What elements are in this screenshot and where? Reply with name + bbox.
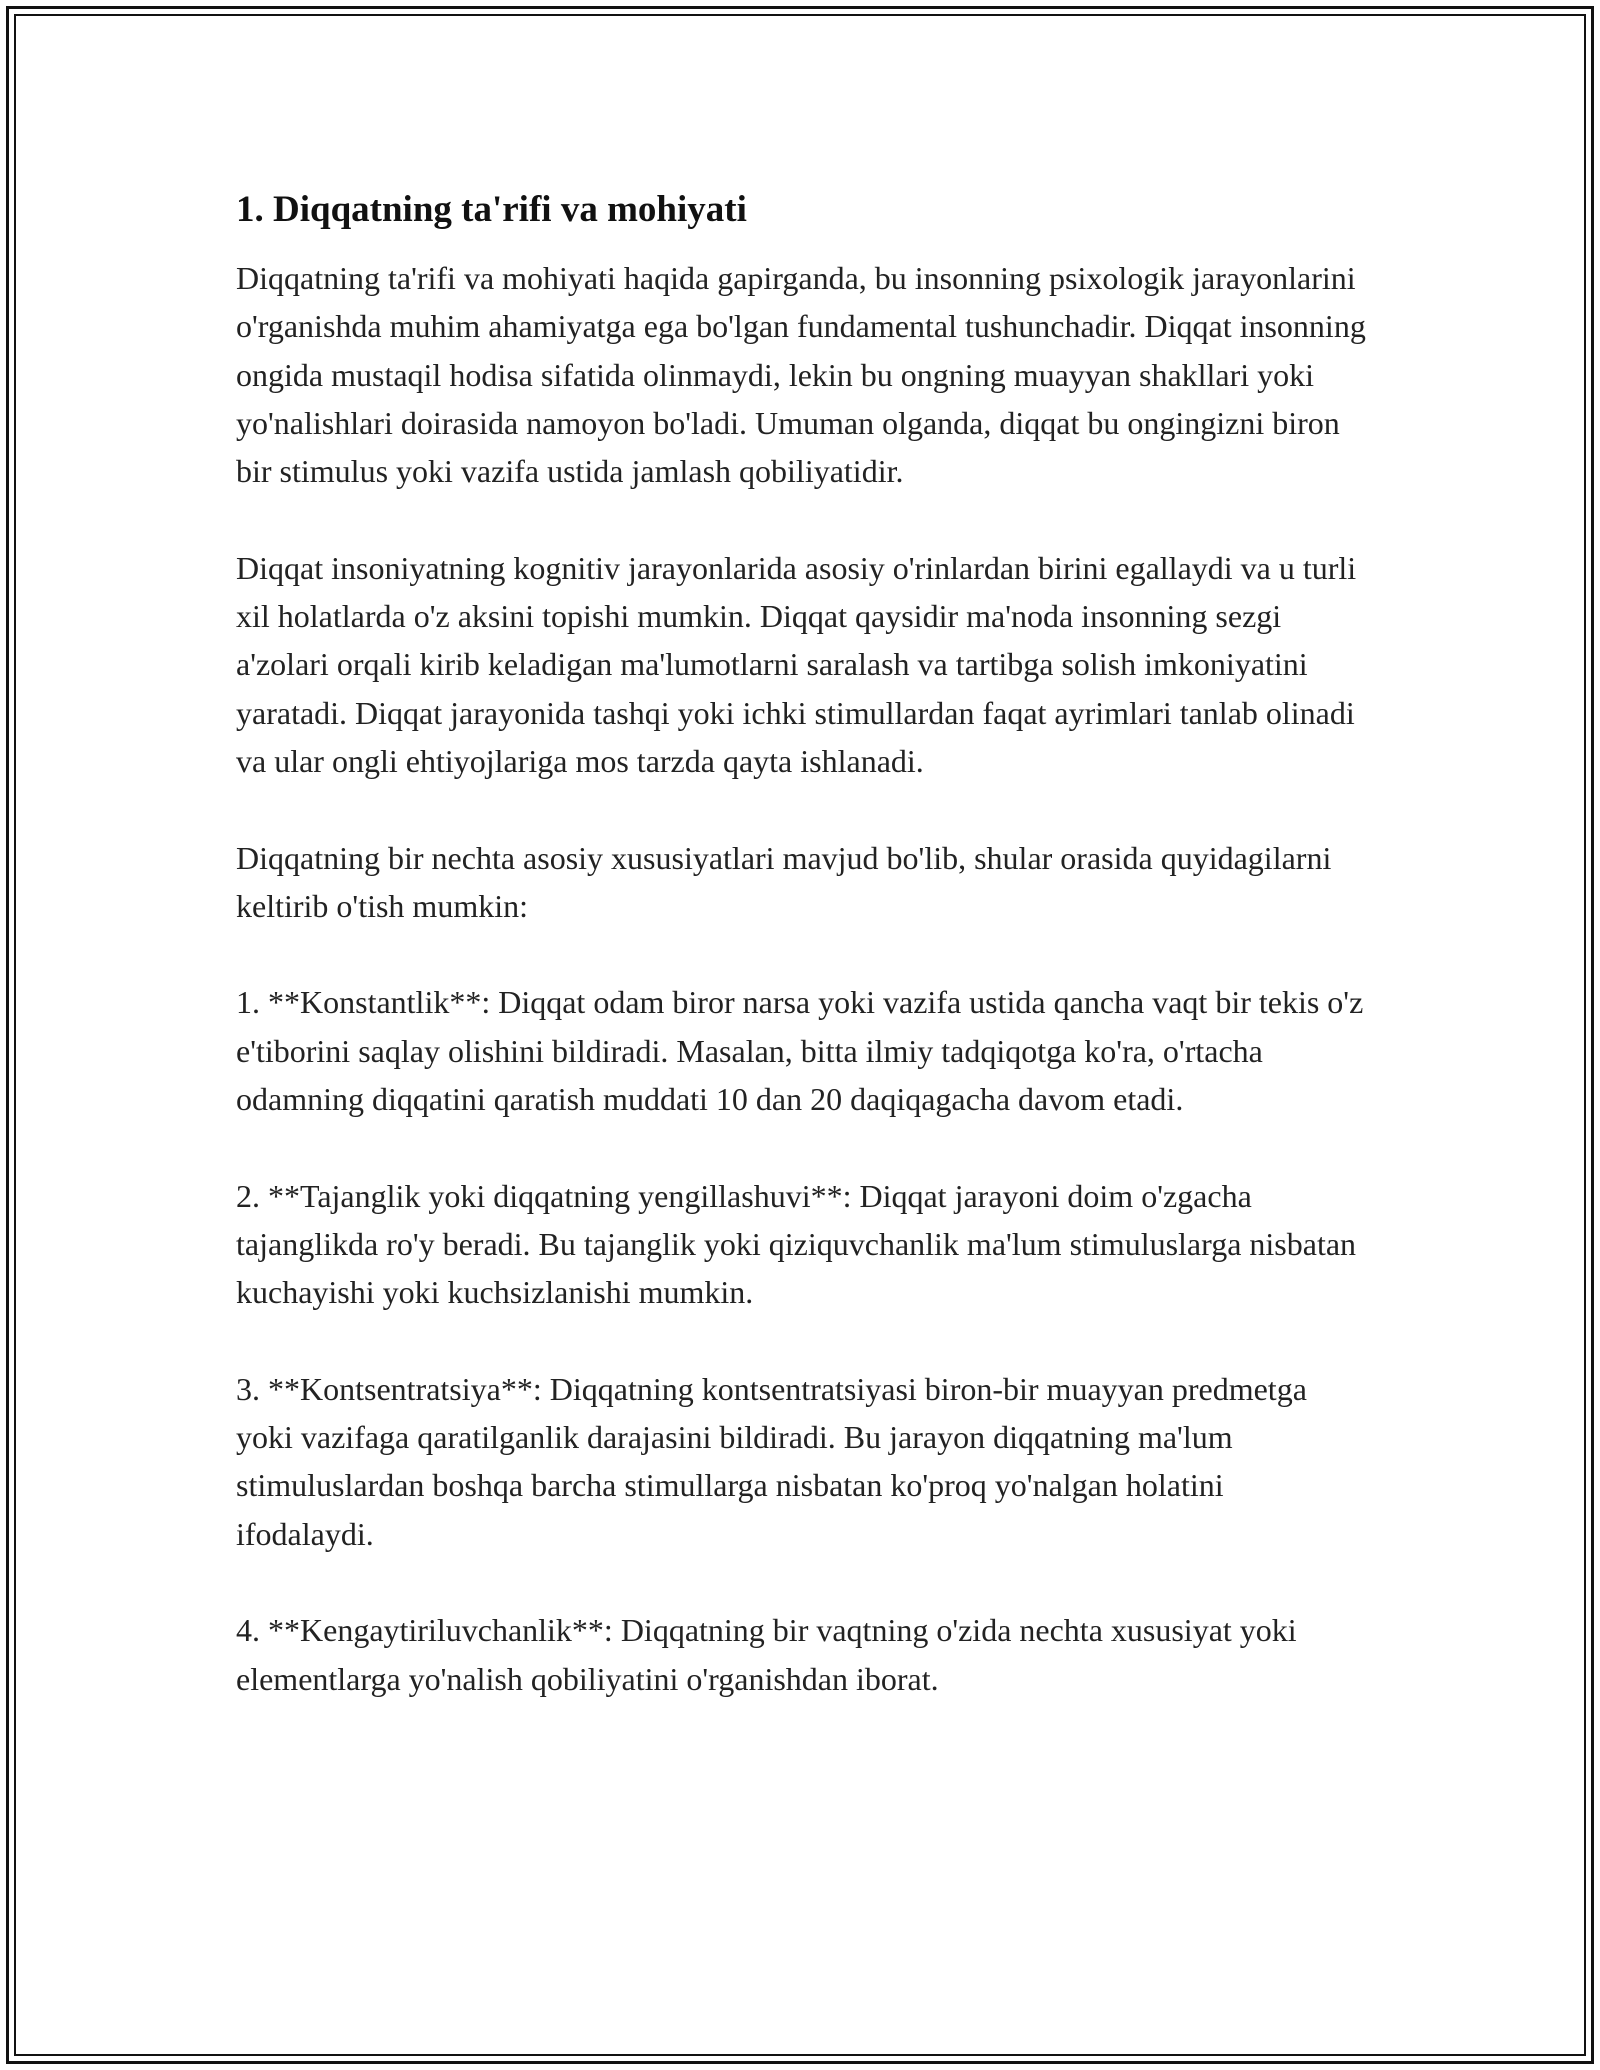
list-item-kontsentratsiya: 3. **Kontsentratsiya**: Diqqatning kontsentratsiyasi biron-bir muayyan predmetga yoki vazifaga qaratilganlik darajasini bildiradi. Bu jarayon diqqatning ma'lum stimuluslardan boshqa barcha stimullarga nisbatan ko'proq yo'nalgan holatini ifodalaydi. bbox=[236, 1370, 1307, 1552]
paragraph-definition: Diqqatning ta'rifi va mohiyati haqida gapirganda, bu insonning psixologik jarayonlarini o'rganishda muhim ahamiyatga ega bo'lgan fundamental tushunchadir. Diqqat insonning ongida mustaqil hodisa sifatida olinmaydi, lekin bu ongning muayyan shakllari yoki yo'nalishlari doirasida namoyon bo'ladi. Umuman olganda, diqqat bu ongingizni biron bir stimulus yoki vazifa ustida jamlash qobiliyatidir. bbox=[236, 260, 1366, 490]
list-item-kengaytiriluvchanlik: 4. **Kengaytiriluvchanlik**: Diqqatning bir vaqtning o'zida nechta xususiyat yoki elementlarga yo'nalish qobiliyatini o'rganishdan iborat. bbox=[236, 1612, 1297, 1697]
document-body bbox=[236, 186, 1366, 1751]
list-item-tajanglik: 2. **Tajanglik yoki diqqatning yengillashuvi**: Diqqat jarayoni doim o'zgacha tajanglikda ro'y beradi. Bu tajanglik yoki qiziquvchanlik ma'lum stimuluslarga nisbatan kuchayishi yoki kuchsizlanishi mumkin. bbox=[236, 1177, 1357, 1311]
paragraph-properties-intro: Diqqatning bir nechta asosiy xususiyatlari mavjud bo'lib, shular orasida quyidagilarni keltirib o'tish mumkin: bbox=[236, 839, 1332, 924]
paragraph-cognitive-role: Diqqat insoniyatning kognitiv jarayonlarida asosiy o'rinlardan birini egallaydi va u turli xil holatlarda o'z aksini topishi mumkin. Diqqat qaysidir ma'noda insonning sezgi a'zolari orqali kirib keladigan ma'lumotlarni saralash va tartibga solish imkoniyatini yaratadi. Diqqat jarayonida tashqi yoki ichki stimullardan faqat ayrimlari tanlab olinadi va ular ongli ehtiyojlariga mos tarzda qayta ishlanadi. bbox=[236, 549, 1357, 779]
section-heading: 1. Diqqatning ta'rifi va mohiyati bbox=[236, 189, 747, 230]
list-item-konstantlik: 1. **Konstantlik**: Diqqat odam biror narsa yoki vazifa ustida qancha vaqt bir tekis o'z e'tiborini saqlay olishini bildiradi. Masalan, bitta ilmiy tadqiqotga ko'ra, o'rtacha odamning diqqatini qaratish muddati 10 dan 20 daqiqagacha davom etadi. bbox=[236, 984, 1364, 1118]
